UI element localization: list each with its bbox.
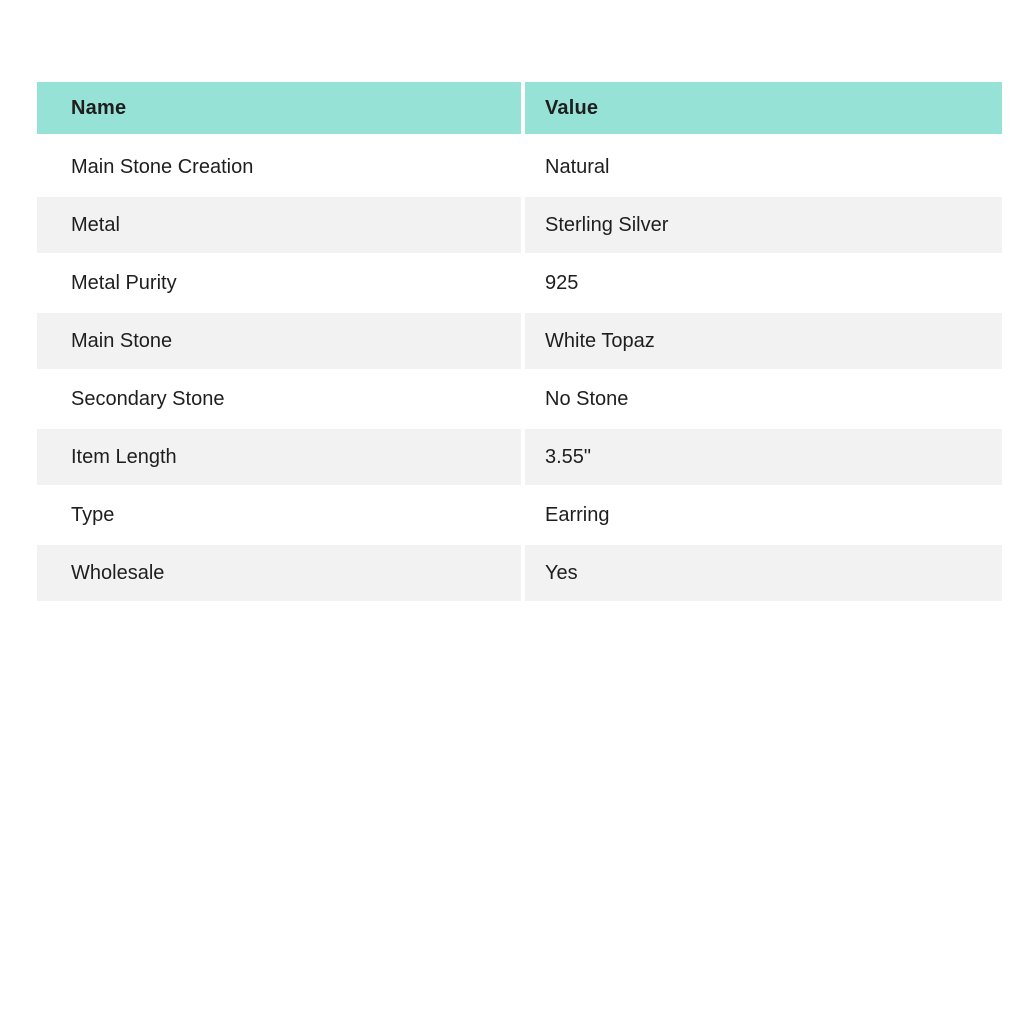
table-row xyxy=(37,371,1002,427)
attribute-value-cell: 3.55" xyxy=(525,429,1002,485)
attribute-value-cell: 925 xyxy=(525,255,1002,311)
column-header-value: Value xyxy=(525,82,1002,134)
product-attributes-table xyxy=(37,82,1002,603)
attribute-name-cell: Metal Purity xyxy=(37,255,521,311)
attribute-name-cell: Metal xyxy=(37,197,521,253)
table-row xyxy=(37,545,1002,601)
attribute-name-cell: Item Length xyxy=(37,429,521,485)
table-header-row xyxy=(37,82,1002,134)
attribute-name-cell: Main Stone Creation xyxy=(37,139,521,195)
table-row xyxy=(37,429,1002,485)
attribute-name-cell: Main Stone xyxy=(37,313,521,369)
attribute-name-cell: Secondary Stone xyxy=(37,371,521,427)
attribute-value-cell: Earring xyxy=(525,487,1002,543)
table-row xyxy=(37,197,1002,253)
table-row xyxy=(37,313,1002,369)
attribute-value-cell: Sterling Silver xyxy=(525,197,1002,253)
attribute-value-cell: White Topaz xyxy=(525,313,1002,369)
attribute-name-cell: Wholesale xyxy=(37,545,521,601)
column-header-name: Name xyxy=(37,82,521,134)
attribute-value-cell: No Stone xyxy=(525,371,1002,427)
attribute-value-cell: Yes xyxy=(525,545,1002,601)
table-row xyxy=(37,255,1002,311)
table-body xyxy=(37,139,1002,601)
table-row xyxy=(37,139,1002,195)
attribute-name-cell: Type xyxy=(37,487,521,543)
attribute-value-cell: Natural xyxy=(525,139,1002,195)
table-row xyxy=(37,487,1002,543)
